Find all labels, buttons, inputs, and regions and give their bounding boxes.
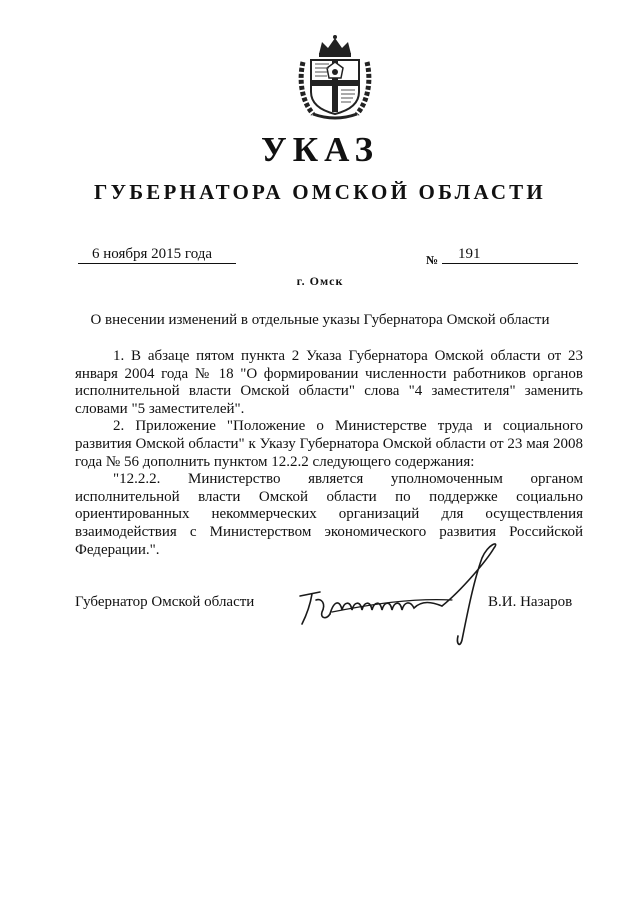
document-subtitle: ГУБЕРНАТОРА ОМСКОЙ ОБЛАСТИ [94,180,546,204]
decree-number-label: № [426,253,439,267]
signatory-role: Губернатор Омской области [75,594,255,610]
coat-of-arms-emblem [297,34,373,120]
handwritten-signature [292,540,502,650]
decree-city: г. Омск [296,274,344,288]
paragraph-2: 2. Приложение "Положение о Министерстве труда и социального развития Омской области" к Указу Губернатора Омской области от 23 мая 2008 года № 56 дополнить пунктом 12.2.2 следующего содержания: [75,418,583,470]
decree-body [75,348,583,559]
decree-number: 191 [442,246,578,264]
decree-subject: О внесении изменений в отдельные указы Губернатора Омской области [90,312,550,328]
document-title: УКАЗ [261,130,379,169]
decree-date: 6 ноября 2015 года [78,246,236,264]
paragraph-3: "12.2.2. Министерство является уполномоченным органом исполнительной власти Омской области по поддержке социально ориентированных некоммерческих организаций для осуществления взаимодействия с Министерством экономического развития Российской Федерации.". [75,471,583,558]
paragraph-1: 1. В абзаце пятом пункта 2 Указа Губернатора Омской области от 23 января 2004 года № 18 "О формировании численности работников органов исполнительной власти Омской области" слова "4 заместителя" заменить словами "5 заместителей". [75,348,583,417]
signatory-name: В.И. Назаров [488,594,573,610]
